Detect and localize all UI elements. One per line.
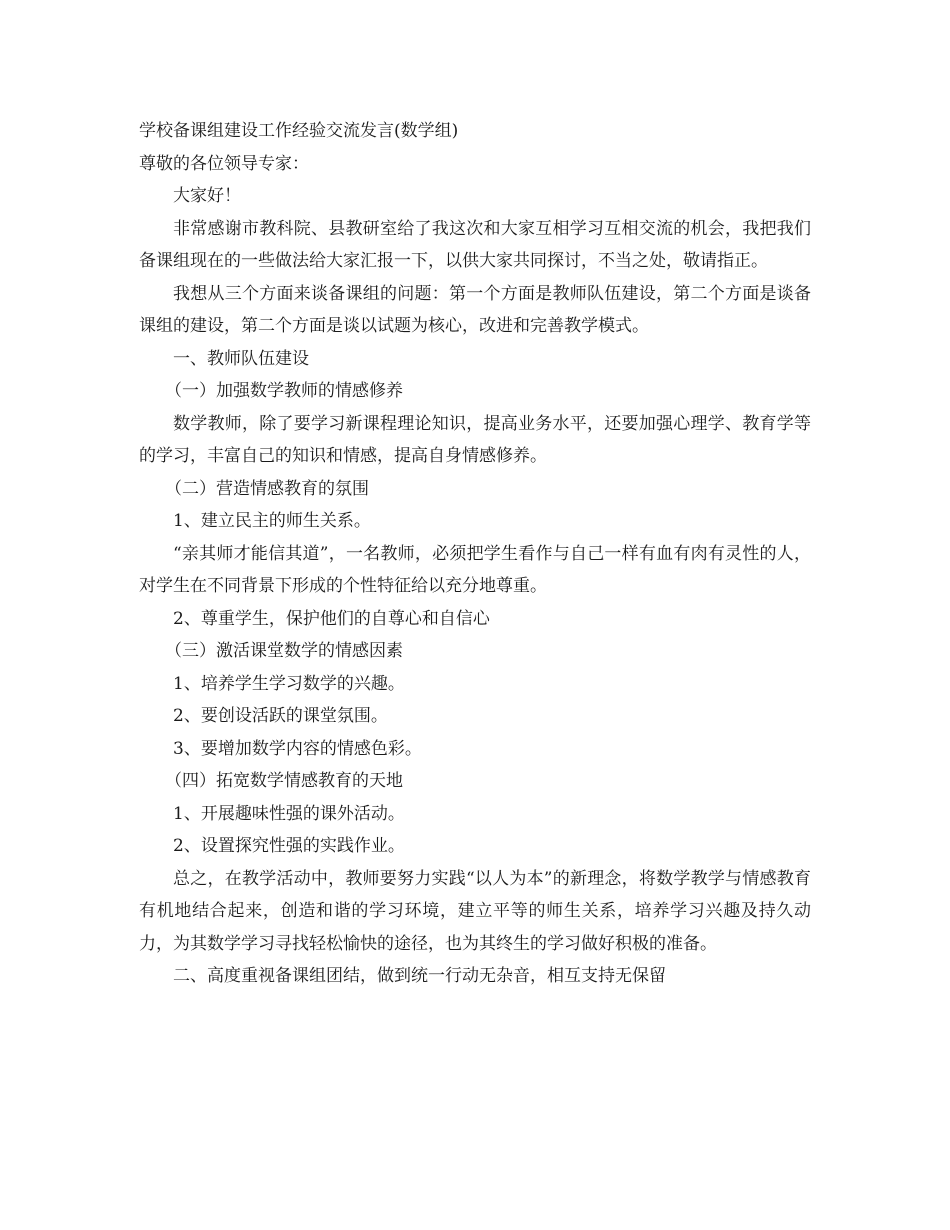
paragraph-quote: “亲其师才能信其道”，一名教师，必须把学生看作与自己一样有血有肉有灵性的人，对学生在不同背景下形成的个性特征给以充分地尊重。 bbox=[139, 543, 811, 596]
paragraph-teacher-cultivation: 数学教师，除了要学习新课程理论知识，提高业务水平，还要加强心理学、教育学等的学习，丰富自己的知识和情感，提高自身情感修养。 bbox=[139, 413, 811, 466]
list-item: 1、培养学生学习数学的兴趣。 bbox=[173, 673, 405, 694]
paragraph-summary: 总之，在教学活动中，教师要努力实践“以人为本”的新理念，将数学教学与情感教育有机地结合起来，创造和谐的学习环境，建立平等的师生关系，培养学习兴趣及持久动力，为其数学学习寻找轻松愉快的途径，也为其终生的学习做好积极的准备。 bbox=[139, 868, 811, 954]
subsection-heading-2: （二）营造情感教育的氛围 bbox=[165, 478, 369, 499]
document-title: 学校备课组建设工作经验交流发言(数学组) bbox=[139, 121, 459, 141]
section-heading-1: 一、教师队伍建设 bbox=[173, 348, 309, 369]
greeting: 大家好！ bbox=[173, 186, 241, 206]
document-page bbox=[139, 115, 811, 993]
subsection-heading-3: （三）激活课堂数学的情感因素 bbox=[165, 641, 403, 661]
list-item: 1、建立民主的师生关系。 bbox=[173, 511, 371, 531]
subsection-heading-1: （一）加强数学教师的情感修养 bbox=[165, 381, 403, 401]
subsection-heading-4: （四）拓宽数学情感教育的天地 bbox=[165, 771, 403, 791]
salutation: 尊敬的各位领导专家： bbox=[139, 153, 309, 174]
section-heading-2: 二、高度重视备课组团结，做到统一行动无杂音，相互支持无保留 bbox=[173, 966, 666, 986]
list-item: 3、要增加数学内容的情感色彩。 bbox=[173, 738, 422, 759]
list-item: 1、开展趣味性强的课外活动。 bbox=[173, 803, 405, 824]
list-item: 2、尊重学生，保护他们的自尊心和自信心 bbox=[173, 608, 490, 629]
paragraph-overview: 我想从三个方面来谈备课组的问题：第一个方面是教师队伍建设，第二个方面是谈备课组的建设，第二个方面是谈以试题为核心，改进和完善教学模式。 bbox=[139, 283, 811, 336]
list-item: 2、设置探究性强的实践作业。 bbox=[173, 836, 405, 856]
paragraph-intro: 非常感谢市教科院、县教研室给了我这次和大家互相学习互相交流的机会，我把我们备课组现在的一些做法给大家汇报一下，以供大家共同探讨，不当之处，敬请指正。 bbox=[139, 218, 811, 271]
list-item: 2、要创设活跃的课堂氛围。 bbox=[173, 706, 388, 726]
